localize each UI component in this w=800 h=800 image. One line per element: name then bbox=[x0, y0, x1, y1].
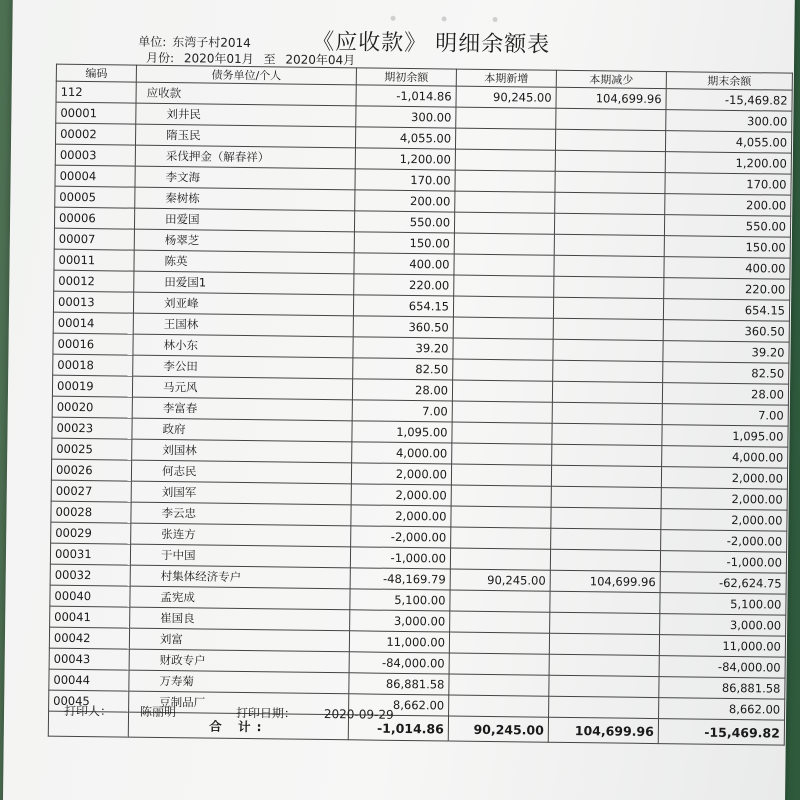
code-cell: 00031 bbox=[50, 543, 130, 565]
total-label: 合 计: bbox=[128, 712, 348, 740]
closing-balance-cell: -84,000.00 bbox=[659, 656, 785, 679]
closing-balance-cell: 2,000.00 bbox=[661, 467, 787, 490]
code-cell: 00007 bbox=[54, 228, 134, 250]
period-start: 2020年01月 bbox=[183, 51, 254, 67]
reduced-cell bbox=[553, 360, 663, 382]
code-cell: 00027 bbox=[51, 480, 131, 502]
total-added: 90,245.00 bbox=[448, 716, 548, 742]
opening-balance-cell: 2,000.00 bbox=[351, 505, 451, 527]
added-cell bbox=[452, 443, 552, 465]
added-cell bbox=[451, 485, 551, 507]
printer-label: 打印人： bbox=[63, 703, 113, 719]
closing-balance-cell: 86,881.58 bbox=[659, 677, 785, 700]
added-cell bbox=[450, 590, 550, 612]
code-cell: 00016 bbox=[53, 333, 133, 355]
reduced-cell bbox=[553, 297, 663, 319]
added-cell bbox=[454, 254, 554, 276]
period-to: 至 bbox=[263, 52, 276, 67]
opening-balance-cell: 550.00 bbox=[354, 211, 454, 233]
reduced-cell bbox=[554, 255, 664, 277]
punch-holes bbox=[390, 6, 543, 27]
debtor-name-cell: 田爱国 bbox=[134, 208, 354, 232]
code-cell: 00029 bbox=[51, 522, 131, 544]
total-opening: -1,014.86 bbox=[348, 715, 448, 741]
closing-balance-cell: 82.50 bbox=[663, 362, 789, 385]
closing-balance-cell: -62,624.75 bbox=[660, 572, 786, 595]
added-cell bbox=[452, 380, 552, 402]
period-end: 2020年04月 bbox=[285, 52, 356, 68]
added-cell bbox=[451, 464, 551, 486]
reduced-cell bbox=[550, 612, 660, 634]
total-reduced: 104,699.96 bbox=[548, 717, 658, 743]
added-cell: 90,245.00 bbox=[450, 569, 550, 591]
added-cell bbox=[455, 191, 555, 213]
debtor-name-cell: 刘富 bbox=[129, 628, 349, 652]
closing-balance-cell: -2,000.00 bbox=[661, 530, 787, 553]
reduced-cell bbox=[549, 654, 659, 676]
debtor-name-cell: 财政专户 bbox=[129, 649, 349, 673]
added-cell bbox=[455, 128, 555, 150]
code-cell: 00042 bbox=[49, 627, 129, 649]
added-cell bbox=[451, 527, 551, 549]
added-cell bbox=[454, 212, 554, 234]
reduced-cell: 104,699.96 bbox=[550, 570, 660, 592]
code-cell: 00019 bbox=[52, 375, 132, 397]
closing-balance-cell: 39.20 bbox=[663, 341, 789, 364]
reduced-cell bbox=[552, 381, 662, 403]
closing-balance-cell: 11,000.00 bbox=[659, 635, 785, 658]
debtor-name-cell: 林小东 bbox=[133, 334, 353, 358]
debtor-name-cell: 王国林 bbox=[133, 313, 353, 337]
closing-balance-cell: -15,469.82 bbox=[666, 89, 792, 112]
closing-balance-cell: 2,000.00 bbox=[661, 488, 787, 511]
code-cell: 00001 bbox=[56, 102, 136, 124]
added-cell bbox=[452, 422, 552, 444]
added-cell bbox=[453, 359, 553, 381]
debtor-name-cell: 秦树栋 bbox=[135, 187, 355, 211]
opening-balance-cell: 3,000.00 bbox=[350, 610, 450, 632]
opening-balance-cell: 654.15 bbox=[353, 295, 453, 317]
printer-name: 陈丽明 bbox=[140, 704, 177, 720]
debtor-name-cell: 政府 bbox=[132, 418, 352, 442]
paper-sheet bbox=[3, 0, 795, 800]
added-cell bbox=[454, 275, 554, 297]
opening-balance-cell: 220.00 bbox=[354, 274, 454, 296]
debtor-name-cell: 马元风 bbox=[132, 376, 352, 400]
added-cell bbox=[454, 233, 554, 255]
reduced-cell bbox=[550, 591, 660, 613]
code-cell: 00006 bbox=[54, 207, 134, 229]
reduced-cell bbox=[551, 465, 661, 487]
debtor-name-cell: 崔国良 bbox=[130, 607, 350, 631]
ledger-table bbox=[48, 64, 793, 746]
opening-balance-cell: -48,169.79 bbox=[350, 568, 450, 590]
added-cell: 90,245.00 bbox=[456, 86, 556, 108]
punch-hole bbox=[493, 17, 498, 22]
closing-balance-cell: 2,000.00 bbox=[661, 509, 787, 532]
opening-balance-cell: 400.00 bbox=[354, 253, 454, 275]
closing-balance-cell: 5,100.00 bbox=[660, 593, 786, 616]
added-cell bbox=[449, 674, 549, 696]
closing-balance-cell: 8,662.00 bbox=[659, 698, 785, 721]
reduced-cell bbox=[555, 171, 665, 193]
code-cell: 00014 bbox=[53, 312, 133, 334]
code-cell: 00032 bbox=[50, 564, 130, 586]
debtor-name-cell: 刘国林 bbox=[132, 439, 352, 463]
reduced-cell bbox=[553, 339, 663, 361]
opening-balance-cell: -84,000.00 bbox=[349, 652, 449, 674]
closing-balance-cell: 400.00 bbox=[664, 257, 790, 280]
print-date-label: 打印日期： bbox=[235, 705, 297, 721]
opening-balance-cell: 2,000.00 bbox=[351, 463, 451, 485]
closing-balance-cell: 1,095.00 bbox=[662, 425, 788, 448]
reduced-cell bbox=[556, 108, 666, 130]
reduced-cell bbox=[555, 192, 665, 214]
opening-balance-cell: 150.00 bbox=[354, 232, 454, 254]
added-cell bbox=[453, 317, 553, 339]
debtor-name-cell: 应收款 bbox=[136, 82, 356, 106]
opening-balance-cell: 39.20 bbox=[353, 337, 453, 359]
opening-balance-cell: 170.00 bbox=[355, 169, 455, 191]
print-date: 2020-09-29 bbox=[323, 706, 394, 722]
reduced-cell bbox=[553, 318, 663, 340]
closing-balance-cell: 4,000.00 bbox=[662, 446, 788, 469]
period-label: 月份: bbox=[145, 50, 175, 66]
opening-balance-cell: 7.00 bbox=[352, 400, 452, 422]
debtor-name-cell: 于中国 bbox=[130, 544, 350, 568]
code-cell: 00005 bbox=[55, 186, 135, 208]
opening-balance-cell: -2,000.00 bbox=[351, 526, 451, 548]
opening-balance-cell: 8,662.00 bbox=[349, 694, 449, 716]
reduced-cell bbox=[549, 633, 659, 655]
closing-balance-cell: 150.00 bbox=[664, 236, 790, 259]
document-title: 《应收款》 明细余额表 bbox=[312, 29, 551, 58]
closing-balance-cell: 1,200.00 bbox=[665, 152, 791, 175]
code-cell: 00002 bbox=[56, 123, 136, 145]
opening-balance-cell: 1,095.00 bbox=[352, 421, 452, 443]
debtor-name-cell: 刘国军 bbox=[131, 481, 351, 505]
code-cell: 00025 bbox=[52, 438, 132, 460]
reduced-cell bbox=[550, 549, 660, 571]
code-cell: 00041 bbox=[50, 606, 130, 628]
header-debtor: 债务单位/个人 bbox=[136, 65, 356, 85]
unit-label: 单位: bbox=[138, 34, 167, 50]
closing-balance-cell: 200.00 bbox=[665, 194, 791, 217]
code-cell: 00013 bbox=[53, 291, 133, 313]
closing-balance-cell: 654.15 bbox=[663, 299, 789, 322]
closing-balance-cell: 7.00 bbox=[662, 404, 788, 427]
code-cell: 00040 bbox=[50, 585, 130, 607]
closing-balance-cell: 170.00 bbox=[665, 173, 791, 196]
reduced-cell bbox=[552, 444, 662, 466]
debtor-name-cell: 孟宪成 bbox=[130, 586, 350, 610]
header-reduced: 本期减少 bbox=[556, 70, 666, 88]
opening-balance-cell: 4,055.00 bbox=[355, 127, 455, 149]
added-cell bbox=[450, 611, 550, 633]
added-cell bbox=[453, 338, 553, 360]
opening-balance-cell: 28.00 bbox=[352, 379, 452, 401]
debtor-name-cell: 村集体经济专户 bbox=[130, 565, 350, 589]
opening-balance-cell: 4,000.00 bbox=[352, 442, 452, 464]
code-cell: 00004 bbox=[55, 165, 135, 187]
closing-balance-cell: 28.00 bbox=[662, 383, 788, 406]
debtor-name-cell: 豆制品厂 bbox=[129, 691, 349, 715]
reduced-cell bbox=[549, 696, 659, 718]
header-closing: 期末余额 bbox=[666, 72, 792, 91]
closing-balance-cell: 300.00 bbox=[666, 110, 792, 133]
added-cell bbox=[453, 296, 553, 318]
reduced-cell bbox=[552, 402, 662, 424]
closing-balance-cell: 3,000.00 bbox=[660, 614, 786, 637]
closing-balance-cell: 360.50 bbox=[663, 320, 789, 343]
header-added: 本期新增 bbox=[456, 69, 556, 87]
debtor-name-cell: 田爱国1 bbox=[134, 271, 354, 295]
opening-balance-cell: -1,014.86 bbox=[356, 85, 456, 107]
code-cell: 00003 bbox=[55, 144, 135, 166]
reduced-cell bbox=[554, 234, 664, 256]
punch-hole bbox=[391, 16, 396, 21]
code-cell: 00026 bbox=[51, 459, 131, 481]
debtor-name-cell: 何志民 bbox=[131, 460, 351, 484]
added-cell bbox=[449, 632, 549, 654]
added-cell bbox=[455, 149, 555, 171]
reduced-cell bbox=[555, 129, 665, 151]
reduced-cell bbox=[552, 423, 662, 445]
added-cell bbox=[449, 653, 549, 675]
reduced-cell: 104,699.96 bbox=[556, 87, 666, 109]
closing-balance-cell: 550.00 bbox=[664, 215, 790, 238]
reduced-cell bbox=[551, 507, 661, 529]
debtor-name-cell: 张连方 bbox=[131, 523, 351, 547]
added-cell bbox=[449, 695, 549, 717]
opening-balance-cell: 1,200.00 bbox=[355, 148, 455, 170]
opening-balance-cell: 82.50 bbox=[353, 358, 453, 380]
debtor-name-cell: 杨翠芝 bbox=[134, 229, 354, 253]
code-cell: 00028 bbox=[51, 501, 131, 523]
unit-value: 东湾子村2014 bbox=[172, 35, 251, 51]
header-code: 编码 bbox=[56, 64, 136, 82]
debtor-name-cell: 李云忠 bbox=[131, 502, 351, 526]
debtor-name-cell: 李公田 bbox=[133, 355, 353, 379]
reduced-cell bbox=[555, 150, 665, 172]
opening-balance-cell: 2,000.00 bbox=[351, 484, 451, 506]
opening-balance-cell: 86,881.58 bbox=[349, 673, 449, 695]
reduced-cell bbox=[554, 213, 664, 235]
code-cell: 00012 bbox=[54, 270, 134, 292]
opening-balance-cell: 5,100.00 bbox=[350, 589, 450, 611]
total-closing: -15,469.82 bbox=[658, 719, 784, 746]
code-cell: 112 bbox=[56, 81, 136, 103]
debtor-name-cell: 刘亚峰 bbox=[133, 292, 353, 316]
code-cell: 00023 bbox=[52, 417, 132, 439]
code-cell: 00043 bbox=[49, 648, 129, 670]
ledger-body bbox=[49, 81, 793, 720]
added-cell bbox=[456, 107, 556, 129]
added-cell bbox=[450, 548, 550, 570]
debtor-name-cell: 隋玉民 bbox=[135, 124, 355, 148]
reduced-cell bbox=[551, 528, 661, 550]
added-cell bbox=[452, 401, 552, 423]
opening-balance-cell: 11,000.00 bbox=[349, 631, 449, 653]
debtor-name-cell: 刘井民 bbox=[136, 103, 356, 127]
opening-balance-cell: 360.50 bbox=[353, 316, 453, 338]
reduced-cell bbox=[551, 486, 661, 508]
closing-balance-cell: 4,055.00 bbox=[665, 131, 791, 154]
opening-balance-cell: 300.00 bbox=[356, 106, 456, 128]
code-cell: 00018 bbox=[53, 354, 133, 376]
reduced-cell bbox=[554, 276, 664, 298]
opening-balance-cell: 200.00 bbox=[355, 190, 455, 212]
debtor-name-cell: 李富春 bbox=[132, 397, 352, 421]
code-cell: 00011 bbox=[54, 249, 134, 271]
reduced-cell bbox=[549, 675, 659, 697]
debtor-name-cell: 采伐押金（解春祥） bbox=[135, 145, 355, 169]
closing-balance-cell: 220.00 bbox=[664, 278, 790, 301]
debtor-name-cell: 万寿菊 bbox=[129, 670, 349, 694]
added-cell bbox=[451, 506, 551, 528]
code-cell: 00020 bbox=[52, 396, 132, 418]
debtor-name-cell: 李文海 bbox=[135, 166, 355, 190]
added-cell bbox=[455, 170, 555, 192]
opening-balance-cell: -1,000.00 bbox=[350, 547, 450, 569]
closing-balance-cell: -1,000.00 bbox=[660, 551, 786, 574]
debtor-name-cell: 陈英 bbox=[134, 250, 354, 274]
punch-hole bbox=[442, 16, 447, 21]
header-opening: 期初余额 bbox=[356, 68, 456, 86]
code-cell: 00045 bbox=[49, 690, 129, 712]
code-cell: 00044 bbox=[49, 669, 129, 691]
